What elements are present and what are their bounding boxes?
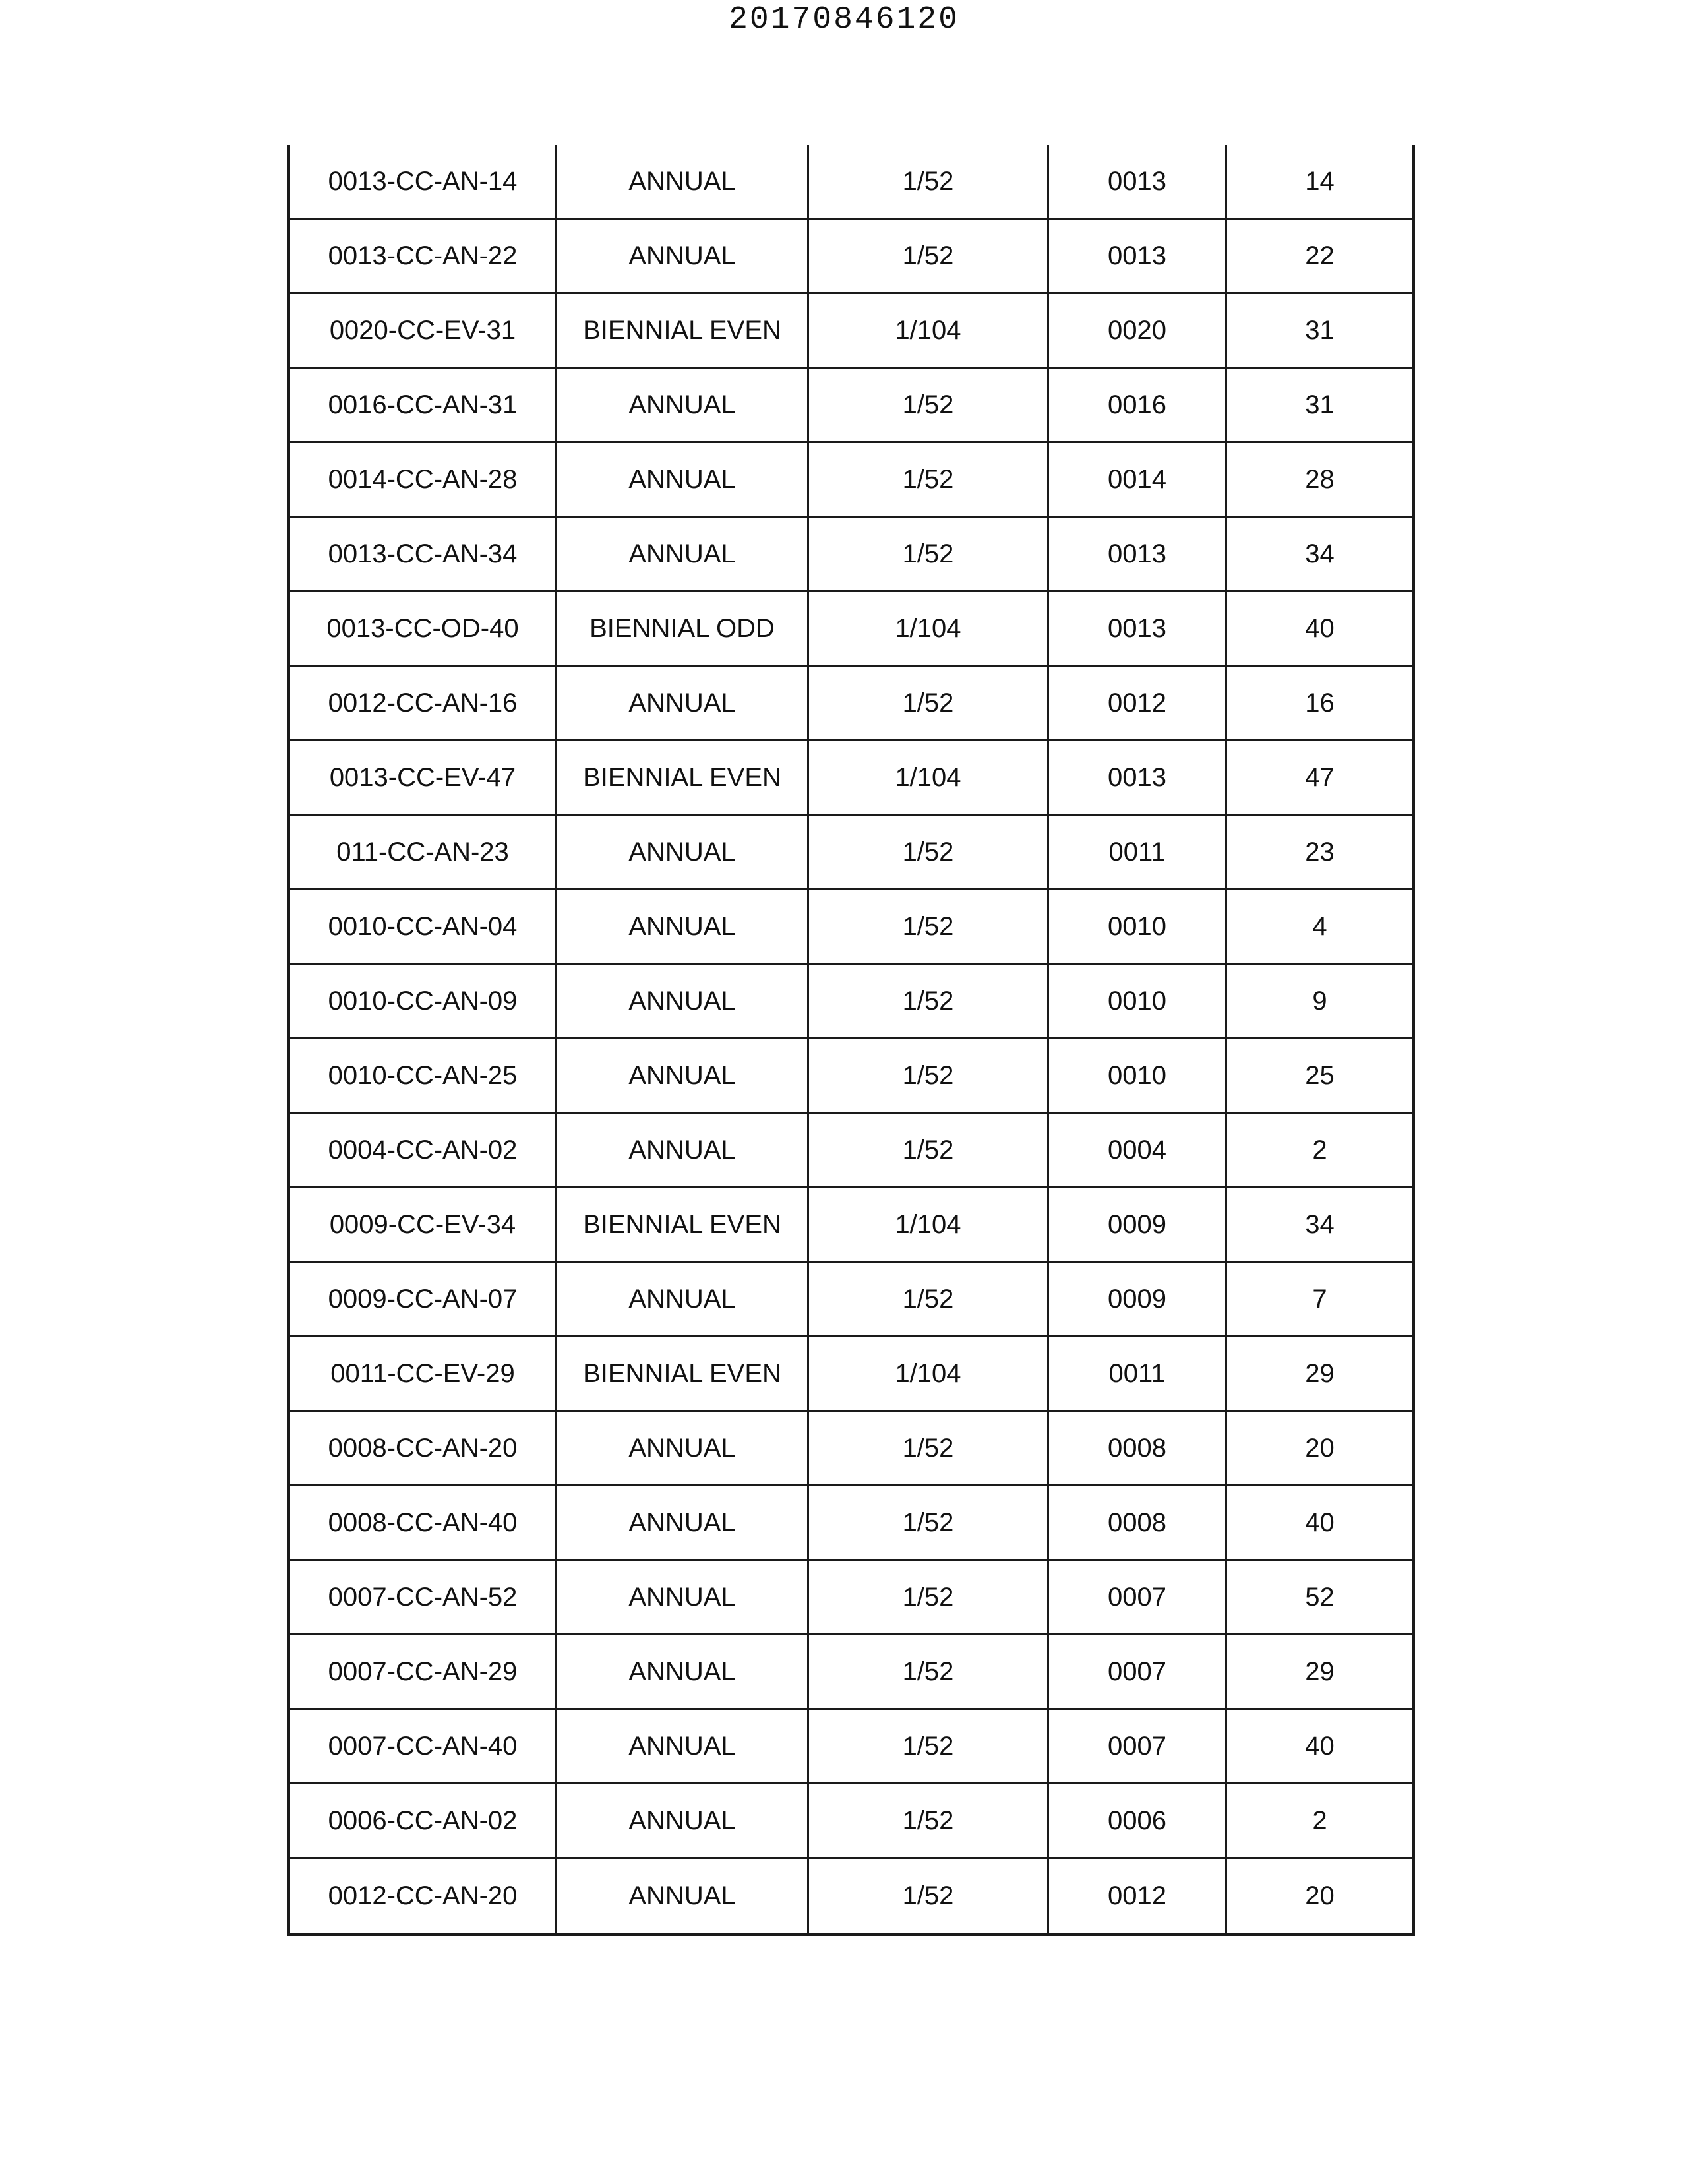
rate-cell: 1/52 xyxy=(809,145,1049,218)
table-row xyxy=(290,443,1412,518)
frequency-cell: BIENNIAL EVEN xyxy=(557,1337,809,1410)
code-cell: 0004-CC-AN-02 xyxy=(290,1114,557,1186)
code-cell: 0010-CC-AN-25 xyxy=(290,1039,557,1112)
document-number: 20170846120 xyxy=(729,2,959,38)
code-cell: 0013-CC-AN-34 xyxy=(290,518,557,590)
table-row xyxy=(290,145,1412,220)
table-row xyxy=(290,592,1412,667)
table-row xyxy=(290,1188,1412,1263)
code-cell: 0008-CC-AN-40 xyxy=(290,1486,557,1559)
rate-cell: 1/52 xyxy=(809,1263,1049,1335)
code-cell: 011-CC-AN-23 xyxy=(290,816,557,888)
table-row xyxy=(290,1710,1412,1784)
week-cell: 16 xyxy=(1305,688,1335,717)
frequency-cell: ANNUAL xyxy=(557,1710,809,1782)
code-cell: 0014-CC-AN-28 xyxy=(290,443,557,516)
week-cell: 34 xyxy=(1305,1209,1335,1239)
table-row xyxy=(290,1635,1412,1710)
rate-cell: 1/52 xyxy=(809,890,1049,963)
frequency-cell: ANNUAL xyxy=(557,1635,809,1708)
frequency-cell: BIENNIAL ODD xyxy=(557,592,809,665)
code-cell: 0009-CC-AN-07 xyxy=(290,1263,557,1335)
frequency-cell: ANNUAL xyxy=(557,369,809,441)
code-cell: 0012-CC-AN-20 xyxy=(290,1859,557,1933)
code-cell: 0008-CC-AN-20 xyxy=(290,1412,557,1484)
week-cell: 2 xyxy=(1312,1805,1327,1835)
group-cell: 0009 xyxy=(1049,1188,1227,1261)
table-row xyxy=(290,294,1412,369)
group-cell: 0010 xyxy=(1049,965,1227,1037)
week-cell: 7 xyxy=(1312,1284,1327,1314)
group-cell: 0013 xyxy=(1049,145,1227,218)
frequency-cell: BIENNIAL EVEN xyxy=(557,741,809,814)
rate-cell: 1/52 xyxy=(809,1039,1049,1112)
group-cell: 0010 xyxy=(1049,890,1227,963)
group-cell: 0011 xyxy=(1049,816,1227,888)
rate-cell: 1/104 xyxy=(809,294,1049,367)
week-cell: 40 xyxy=(1305,1731,1335,1761)
code-cell: 0009-CC-EV-34 xyxy=(290,1188,557,1261)
code-cell: 0007-CC-AN-52 xyxy=(290,1561,557,1633)
group-cell: 0007 xyxy=(1049,1635,1227,1708)
rate-cell: 1/104 xyxy=(809,592,1049,665)
rate-cell: 1/104 xyxy=(809,1337,1049,1410)
group-cell: 0013 xyxy=(1049,518,1227,590)
frequency-cell: ANNUAL xyxy=(557,145,809,218)
group-cell: 0007 xyxy=(1049,1710,1227,1782)
week-cell: 28 xyxy=(1305,464,1335,494)
frequency-cell: ANNUAL xyxy=(557,816,809,888)
group-cell: 0016 xyxy=(1049,369,1227,441)
frequency-cell: ANNUAL xyxy=(557,965,809,1037)
rate-cell: 1/52 xyxy=(809,1412,1049,1484)
frequency-cell: ANNUAL xyxy=(557,1561,809,1633)
week-cell: 31 xyxy=(1305,315,1335,345)
week-cell: 20 xyxy=(1305,1433,1335,1463)
week-cell: 4 xyxy=(1312,911,1327,941)
group-cell: 0006 xyxy=(1049,1784,1227,1857)
group-cell: 0007 xyxy=(1049,1561,1227,1633)
week-cell: 29 xyxy=(1305,1358,1335,1388)
code-cell: 0011-CC-EV-29 xyxy=(290,1337,557,1410)
table-row xyxy=(290,1486,1412,1561)
week-cell: 2 xyxy=(1312,1135,1327,1165)
frequency-cell: ANNUAL xyxy=(557,1263,809,1335)
frequency-cell: ANNUAL xyxy=(557,1114,809,1186)
rate-cell: 1/52 xyxy=(809,1784,1049,1857)
rate-cell: 1/52 xyxy=(809,965,1049,1037)
frequency-cell: ANNUAL xyxy=(557,443,809,516)
table-row xyxy=(290,1039,1412,1114)
week-cell: 40 xyxy=(1305,1507,1335,1537)
rate-cell: 1/52 xyxy=(809,667,1049,739)
group-cell: 0013 xyxy=(1049,741,1227,814)
rate-cell: 1/52 xyxy=(809,1635,1049,1708)
week-cell: 52 xyxy=(1305,1582,1335,1612)
code-cell: 0020-CC-EV-31 xyxy=(290,294,557,367)
group-cell: 0008 xyxy=(1049,1486,1227,1559)
rate-cell: 1/52 xyxy=(809,1114,1049,1186)
table-row xyxy=(290,518,1412,592)
code-cell: 0007-CC-AN-29 xyxy=(290,1635,557,1708)
group-cell: 0010 xyxy=(1049,1039,1227,1112)
code-cell: 0006-CC-AN-02 xyxy=(290,1784,557,1857)
code-cell: 0010-CC-AN-04 xyxy=(290,890,557,963)
schedule-table xyxy=(287,145,1415,1936)
frequency-cell: ANNUAL xyxy=(557,1784,809,1857)
rate-cell: 1/52 xyxy=(809,1561,1049,1633)
frequency-cell: ANNUAL xyxy=(557,1039,809,1112)
rate-cell: 1/52 xyxy=(809,220,1049,292)
code-cell: 0013-CC-AN-22 xyxy=(290,220,557,292)
group-cell: 0009 xyxy=(1049,1263,1227,1335)
frequency-cell: ANNUAL xyxy=(557,890,809,963)
group-cell: 0020 xyxy=(1049,294,1227,367)
rate-cell: 1/52 xyxy=(809,1486,1049,1559)
week-cell: 25 xyxy=(1305,1060,1335,1090)
table-row xyxy=(290,1263,1412,1337)
rate-cell: 1/52 xyxy=(809,369,1049,441)
table-row xyxy=(290,667,1412,741)
group-cell: 0013 xyxy=(1049,220,1227,292)
rate-cell: 1/52 xyxy=(809,816,1049,888)
frequency-cell: ANNUAL xyxy=(557,1486,809,1559)
rate-cell: 1/104 xyxy=(809,741,1049,814)
table-row xyxy=(290,220,1412,294)
code-cell: 0010-CC-AN-09 xyxy=(290,965,557,1037)
week-cell: 23 xyxy=(1305,837,1335,866)
table-row xyxy=(290,1337,1412,1412)
table-row xyxy=(290,1859,1412,1933)
table-row xyxy=(290,965,1412,1039)
table-row xyxy=(290,741,1412,816)
rate-cell: 1/52 xyxy=(809,443,1049,516)
week-cell: 47 xyxy=(1305,762,1335,792)
rate-cell: 1/52 xyxy=(809,1859,1049,1933)
table-row xyxy=(290,816,1412,890)
code-cell: 0013-CC-EV-47 xyxy=(290,741,557,814)
group-cell: 0012 xyxy=(1049,667,1227,739)
group-cell: 0014 xyxy=(1049,443,1227,516)
table-row xyxy=(290,1784,1412,1859)
code-cell: 0007-CC-AN-40 xyxy=(290,1710,557,1782)
week-cell: 14 xyxy=(1305,166,1335,196)
table-row xyxy=(290,1412,1412,1486)
frequency-cell: BIENNIAL EVEN xyxy=(557,294,809,367)
frequency-cell: ANNUAL xyxy=(557,667,809,739)
frequency-cell: ANNUAL xyxy=(557,518,809,590)
week-cell: 22 xyxy=(1305,241,1335,270)
week-cell: 31 xyxy=(1305,390,1335,419)
group-cell: 0011 xyxy=(1049,1337,1227,1410)
code-cell: 0013-CC-OD-40 xyxy=(290,592,557,665)
week-cell: 9 xyxy=(1312,986,1327,1016)
frequency-cell: ANNUAL xyxy=(557,1859,809,1933)
rate-cell: 1/52 xyxy=(809,518,1049,590)
frequency-cell: BIENNIAL EVEN xyxy=(557,1188,809,1261)
table-row xyxy=(290,890,1412,965)
group-cell: 0013 xyxy=(1049,592,1227,665)
code-cell: 0012-CC-AN-16 xyxy=(290,667,557,739)
code-cell: 0016-CC-AN-31 xyxy=(290,369,557,441)
week-cell: 20 xyxy=(1305,1881,1335,1910)
week-cell: 29 xyxy=(1305,1656,1335,1686)
rate-cell: 1/104 xyxy=(809,1188,1049,1261)
table-row xyxy=(290,1114,1412,1188)
frequency-cell: ANNUAL xyxy=(557,220,809,292)
frequency-cell: ANNUAL xyxy=(557,1412,809,1484)
code-cell: 0013-CC-AN-14 xyxy=(290,145,557,218)
group-cell: 0012 xyxy=(1049,1859,1227,1933)
group-cell: 0008 xyxy=(1049,1412,1227,1484)
group-cell: 0004 xyxy=(1049,1114,1227,1186)
rate-cell: 1/52 xyxy=(809,1710,1049,1782)
week-cell: 34 xyxy=(1305,539,1335,568)
week-cell: 40 xyxy=(1305,613,1335,643)
table-row xyxy=(290,1561,1412,1635)
table-row xyxy=(290,369,1412,443)
